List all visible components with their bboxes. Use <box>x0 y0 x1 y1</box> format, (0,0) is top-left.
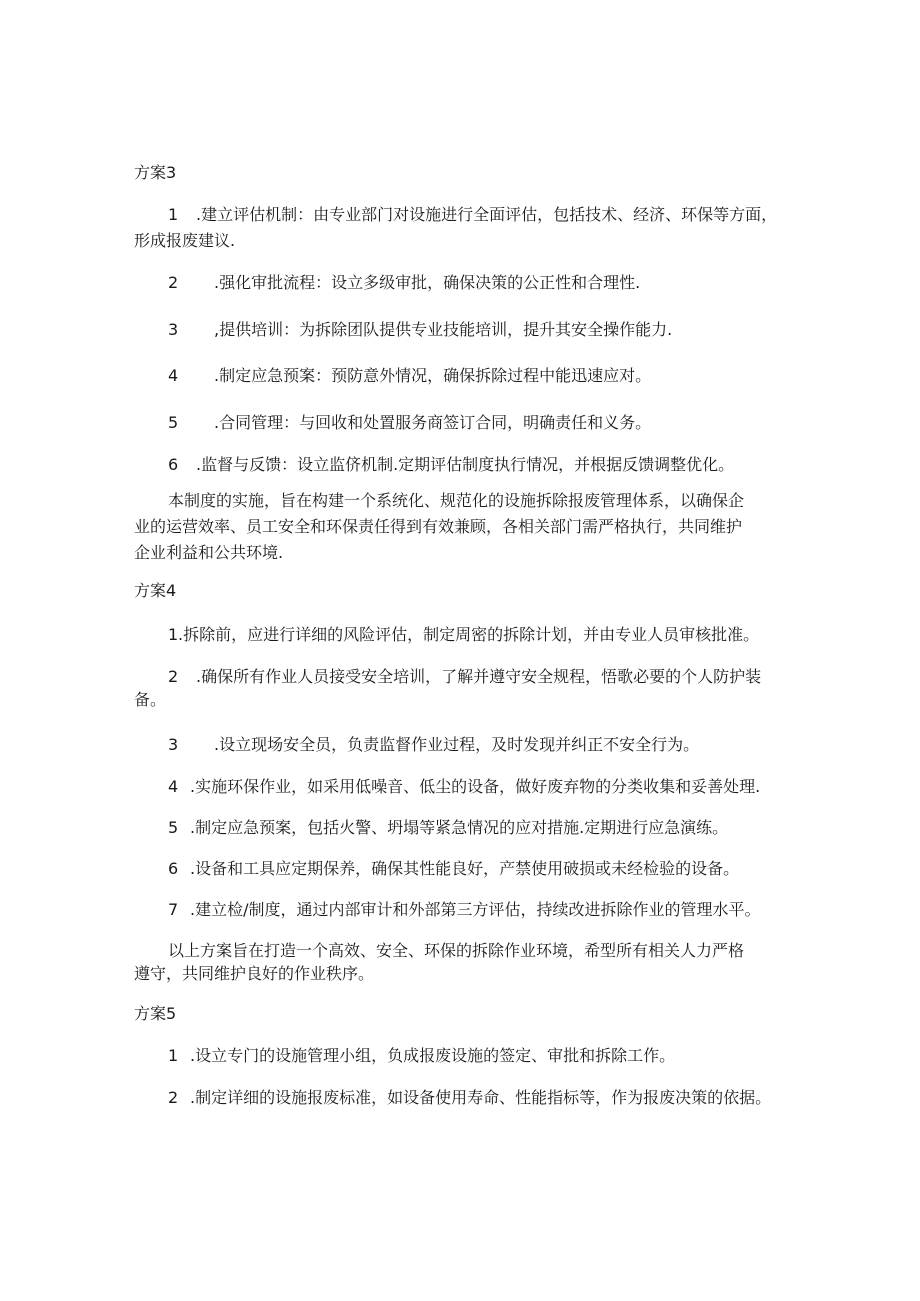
plan3-item-3-text: ,提供培训：为拆除团队提供专业技能培训，提升其安全操作能力. <box>214 320 673 339</box>
plan3-item-2-num: 2 <box>168 273 179 292</box>
plan5-heading: 方案5 <box>134 1004 177 1023</box>
plan3-item-1-cont: 形成报废建议. <box>134 231 236 250</box>
plan3-item-5-text: .合同管理：与回收和处置服务商签订合同，明确责任和义务。 <box>214 413 652 432</box>
plan4-summary-line2: 遵守，共同维护良好的作业秩序。 <box>134 964 375 983</box>
plan3-item-6-num: 6 <box>168 455 179 474</box>
plan4-item-1-text: .拆除前，应进行详细的风险评估，制定周密的拆除计划，并由专业人员审核批准。 <box>178 625 760 644</box>
plan4-item-4-num: 4 <box>168 777 179 796</box>
plan3-item-5-num: 5 <box>168 413 179 432</box>
plan4-item-4-text: .实施环保作业，如采用低噪音、低尘的设备，做好废弃物的分类收集和妥善处理. <box>190 777 761 796</box>
plan4-item-7-num: 7 <box>168 900 179 919</box>
plan5-item-2-text: .制定详细的设施报废标准，如设备使用寿命、性能指标等，作为报废决策的依据。 <box>190 1088 772 1107</box>
plan3-item-6-text: .监督与反馈：设立监侪机制.定期评估制度执行情况，并根据反馈调整优化。 <box>196 455 735 474</box>
plan4-item-3-text: .设立现场安全员，负责监督作业过程，及时发现并纠正不安全行为。 <box>214 735 700 754</box>
plan4-item-3-num: 3 <box>168 735 179 754</box>
plan3-item-4-text: .制定应急预案：预防意外情况，确保拆除过程中能迅速应对。 <box>214 366 652 385</box>
plan3-summary-line2: 业的运营效率、员工安全和环保责任得到有效兼顾，各相关部门需严格执行，共同维护 <box>134 517 743 536</box>
plan3-summary-line3: 企业利益和公共环境. <box>134 543 284 562</box>
plan3-heading: 方案3 <box>134 163 177 182</box>
plan3-item-3-num: 3 <box>168 320 179 339</box>
plan4-item-6-text: .设备和工具应定期保养，确保其性能良好，产禁使用破损或未经检验的设备。 <box>190 859 740 878</box>
plan3-item-1-num: 1 <box>168 205 179 224</box>
plan4-item-2-cont: 备。 <box>134 690 167 709</box>
plan4-heading: 方案4 <box>134 581 177 600</box>
plan4-item-1-num: 1 <box>168 625 179 644</box>
plan3-item-2-text: .强化审批流程：设立多级审批，确保决策的公正性和合理性. <box>214 273 641 292</box>
plan4-item-5-text: .制定应急预案，包括火警、坍塌等紧急情况的应对措施.定期进行应急演练。 <box>190 818 729 837</box>
plan3-summary-line1: 本制度的实施，旨在构建一个系统化、规范化的设施拆除报废管理体系，以确保企 <box>168 491 745 510</box>
plan4-item-2-num: 2 <box>168 667 179 686</box>
plan3-item-4-num: 4 <box>168 366 179 385</box>
plan5-item-1-num: 1 <box>168 1046 179 1065</box>
plan3-item-1-text: .建立评估机制：由专业部门对设施进行全面评估，包括技术、经济、环保等方面， <box>196 205 778 224</box>
plan4-item-7-text: .建立检/制度，通过内部审计和外部第三方评估，持续改进拆除作业的管理水平。 <box>190 900 761 919</box>
plan5-item-1-text: .设立专门的设施管理小组，负成报废设施的签定、审批和拆除工作。 <box>190 1046 676 1065</box>
plan4-item-2-text: .确保所有作业人员接受安全培训，了解并遵守安全规程，悟歌必要的个人防护装 <box>196 667 762 686</box>
plan4-item-6-num: 6 <box>168 859 179 878</box>
plan4-item-5-num: 5 <box>168 818 179 837</box>
plan5-item-2-num: 2 <box>168 1088 179 1107</box>
plan4-summary-line1: 以上方案旨在打造一个高效、安全、环保的拆除作业环境，希型所有相关人力严格 <box>168 941 745 960</box>
